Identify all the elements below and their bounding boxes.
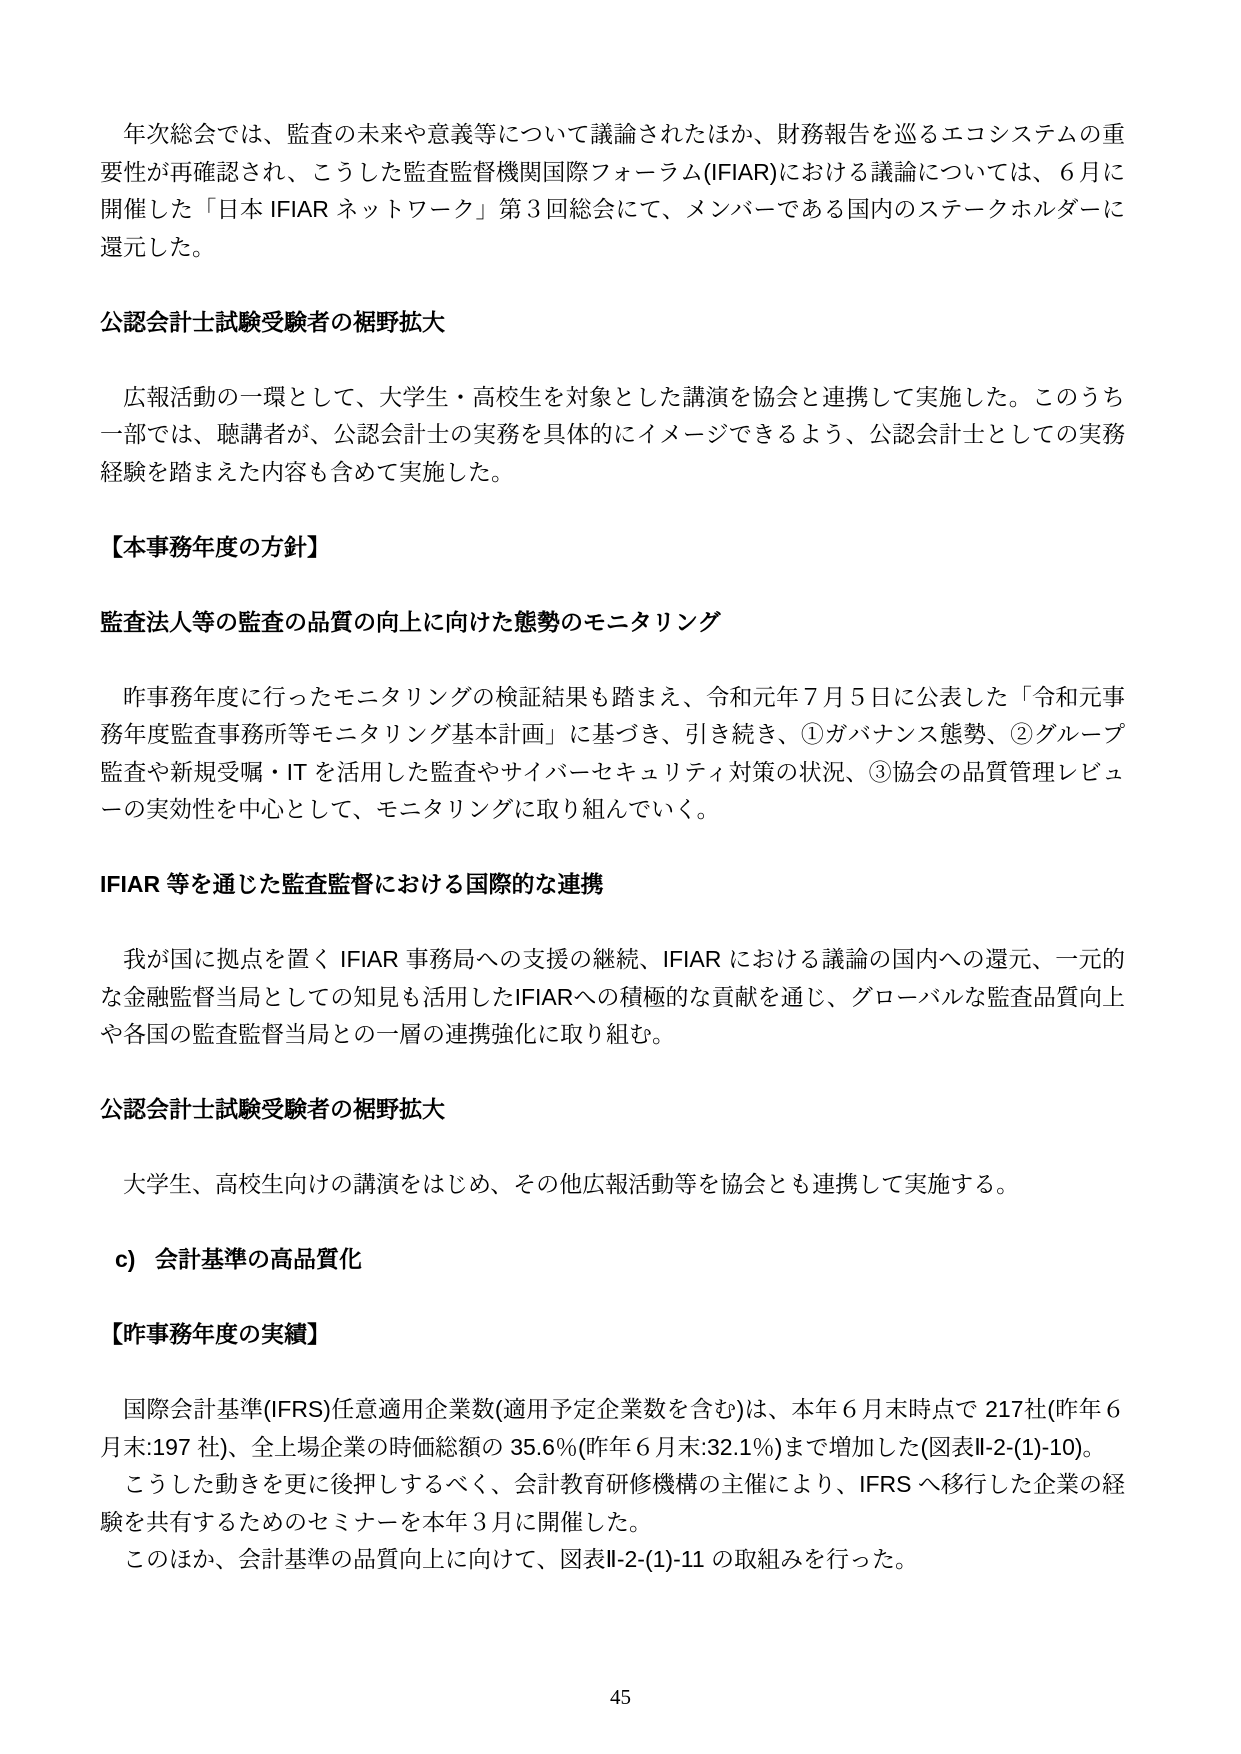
paragraph-monitoring-plan: 昨事務年度に行ったモニタリングの検証結果も踏まえ、令和元年７月５日に公表した「令和元事務年度監査事務所等モニタリング基本計画」に基づき、引き続き、①ガバナンス態勢、②グループ監査や新規受嘱・IT を活用した監査やサイバーセキュリティ対策の状況、③協会の品質管理レビューの実効性を中心として、モニタリングに取り組んでいく。 [100,683,1125,822]
heading-accounting-standards-text: 会計基準の高品質化 [155,1246,362,1272]
paragraph-ifiar-support: 我が国に拠点を置く IFIAR 事務局への支援の継続、IFIAR における議論の国内への還元、一元的な金融監督当局としての知見も活用したIFIARへの積極的な貢献を通じ、グローバルな監査品質向上や各国の監査監督当局との一層の連携強化に取り組む。 [100,946,1125,1047]
heading-ifiar-cooperation: IFIAR 等を通じた監査監督における国際的な連携 [100,871,604,897]
document-body [100,116,1125,1616]
paragraph-ifrs-adoption: 国際会計基準(IFRS)任意適用企業数(適用予定企業数を含む)は、本年６月末時点で 217社(昨年６月末:197 社)、全上場企業の時価総額の 35.6％(昨年６月末:32.1％)まで増加した(図表Ⅱ-2-(1)-10)。 [100,1396,1125,1460]
heading-audit-quality-monitoring: 監査法人等の監査の品質の向上に向けた態勢のモニタリング [100,608,721,635]
heading-accounting-standards [100,1241,1125,1279]
page-number: 45 [610,1685,631,1709]
heading-cpa-exam-outreach: 公認会計士試験受験者の裾野拡大 [100,308,445,335]
heading-cpa-exam-outreach-2: 公認会計士試験受験者の裾野拡大 [100,1096,445,1122]
paragraph-ifrs-seminar: こうした動きを更に後押しするべく、会計教育研修機構の主催により、IFRS へ移行した企業の経験を共有するためのセミナーを本年３月に開催した。 [100,1471,1125,1535]
paragraph-lectures: 大学生、高校生向けの講演をはじめ、その他広報活動等を協会とも連携して実施する。 [123,1171,1020,1197]
paragraph-other-initiatives: このほか、会計基準の品質向上に向けて、図表Ⅱ-2-(1)-11 の取組みを行った。 [123,1546,919,1572]
paragraph-annual-meeting: 年次総会では、監査の未来や意義等について議論されたほか、財務報告を巡るエコシステムの重要性が再確認され、こうした監査監督機関国際フォーラム(IFIAR)における議論については、６月に開催した「日本 IFIAR ネットワーク」第３回総会にて、メンバーである国内のステークホルダーに還元した。 [100,121,1125,260]
heading-current-year-policy: 【本事務年度の方針】 [100,533,330,560]
item-label-c: c) [115,1246,136,1272]
paragraph-pr-activities: 広報活動の一環として、大学生・高校生を対象とした講演を協会と連携して実施した。このうち一部では、聴講者が、公認会計士の実務を具体的にイメージできるよう、公認会計士としての実務経験を踏まえた内容も含めて実施した。 [100,383,1125,485]
heading-last-year-results: 【昨事務年度の実績】 [100,1321,330,1347]
